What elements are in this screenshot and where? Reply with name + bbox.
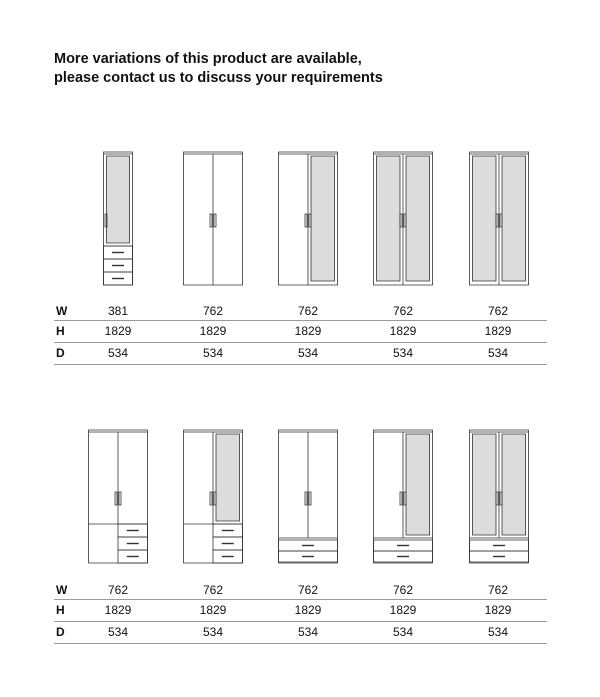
door-handle	[309, 214, 311, 227]
wardrobe-drawing	[278, 427, 338, 564]
width-value: 381	[107, 304, 129, 318]
wardrobe-drawing	[103, 149, 133, 286]
wardrobe-drawing	[183, 427, 243, 564]
glass-panel	[311, 156, 335, 281]
height-label: H	[56, 603, 65, 617]
wardrobe-drawings-row-2	[0, 427, 600, 572]
heading-line-2: please contact us to discuss your requirements	[54, 70, 383, 86]
height-value: 1829	[294, 603, 322, 617]
glass-panel	[377, 156, 401, 281]
depth-value: 534	[392, 625, 414, 639]
depth-row	[54, 622, 547, 644]
depth-value: 534	[297, 346, 319, 360]
door-handle	[404, 214, 406, 227]
door-handle	[115, 492, 117, 505]
height-value: 1829	[484, 603, 512, 617]
door-handle	[496, 492, 498, 505]
door-handle	[210, 214, 212, 227]
height-value: 1829	[104, 603, 132, 617]
height-value: 1829	[199, 603, 227, 617]
depth-value: 534	[297, 625, 319, 639]
glass-panel	[473, 434, 497, 535]
height-row	[54, 600, 547, 622]
wardrobe-drawing	[469, 427, 529, 564]
door-handle	[214, 214, 216, 227]
depth-row	[54, 343, 547, 365]
glass-panel	[406, 434, 430, 535]
door-handle	[119, 492, 121, 505]
door-handle	[309, 492, 311, 505]
width-value: 762	[392, 304, 414, 318]
height-value: 1829	[294, 324, 322, 338]
depth-value: 534	[487, 346, 509, 360]
height-value: 1829	[389, 324, 417, 338]
height-value: 1829	[484, 324, 512, 338]
width-row	[54, 580, 547, 600]
width-value: 762	[202, 304, 224, 318]
door-handle	[500, 214, 502, 227]
height-label: H	[56, 324, 65, 338]
glass-panel	[216, 434, 240, 521]
depth-value: 534	[107, 346, 129, 360]
wardrobe-drawing	[88, 427, 148, 564]
wardrobe-drawing	[183, 149, 243, 286]
door-handle	[305, 492, 307, 505]
width-label: W	[56, 583, 68, 597]
wardrobe-drawing	[278, 149, 338, 286]
wardrobe-drawings-row-1	[0, 149, 600, 294]
glass-panel	[107, 156, 130, 243]
depth-value: 534	[202, 625, 224, 639]
width-value: 762	[487, 304, 509, 318]
width-value: 762	[392, 583, 414, 597]
width-label: W	[56, 304, 68, 318]
glass-panel	[502, 156, 526, 281]
wardrobe-drawing	[469, 149, 529, 286]
height-row	[54, 321, 547, 343]
glass-panel	[406, 156, 430, 281]
height-value: 1829	[199, 324, 227, 338]
dimensions-table-2	[54, 580, 547, 644]
width-value: 762	[297, 304, 319, 318]
door-handle	[400, 214, 402, 227]
depth-value: 534	[202, 346, 224, 360]
door-handle	[105, 214, 107, 227]
door-handle	[214, 492, 216, 505]
depth-value: 534	[107, 625, 129, 639]
door-handle	[404, 492, 406, 505]
door-handle	[496, 214, 498, 227]
wardrobe-drawing	[373, 149, 433, 286]
width-row	[54, 301, 547, 321]
depth-label: D	[56, 625, 65, 639]
heading-line-1: More variations of this product are available,	[54, 51, 362, 67]
width-value: 762	[297, 583, 319, 597]
door-handle	[305, 214, 307, 227]
door-handle	[400, 492, 402, 505]
width-value: 762	[487, 583, 509, 597]
glass-panel	[473, 156, 497, 281]
door-handle	[500, 492, 502, 505]
width-value: 762	[202, 583, 224, 597]
door-handle	[210, 492, 212, 505]
page-heading	[54, 50, 574, 88]
width-value: 762	[107, 583, 129, 597]
height-value: 1829	[389, 603, 417, 617]
dimensions-table-1	[54, 301, 547, 365]
wardrobe-drawing	[373, 427, 433, 564]
glass-panel	[502, 434, 526, 535]
depth-label: D	[56, 346, 65, 360]
depth-value: 534	[392, 346, 414, 360]
depth-value: 534	[487, 625, 509, 639]
height-value: 1829	[104, 324, 132, 338]
